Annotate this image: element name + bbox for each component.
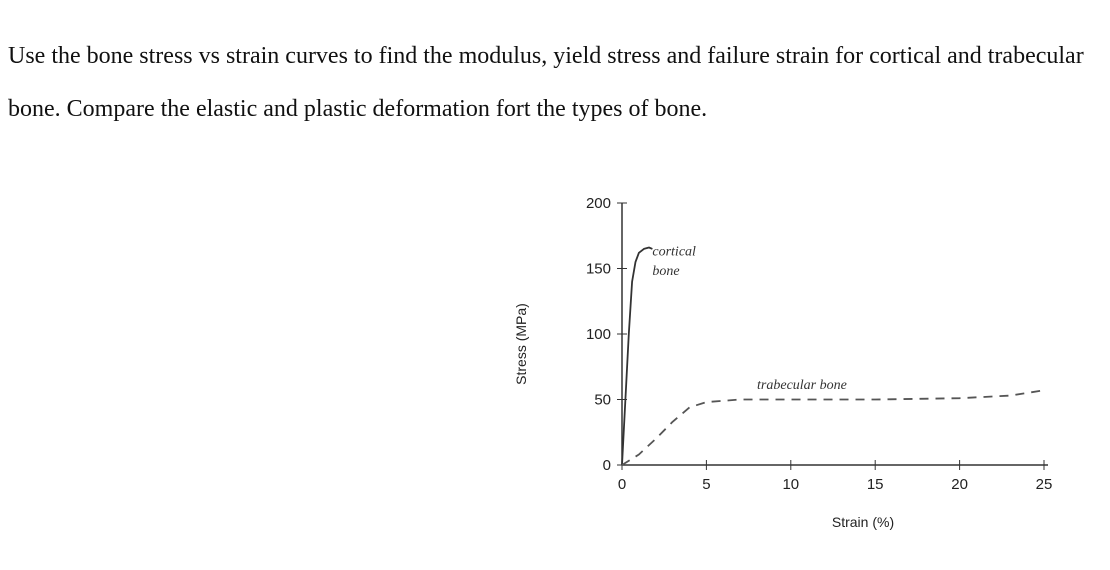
cortical-label-line-2: bone xyxy=(652,264,680,280)
y-tick-label: 50 xyxy=(594,391,611,409)
x-axis-label: Strain (%) xyxy=(831,514,895,530)
x-tick-label: 15 xyxy=(866,476,884,493)
y-tick-label: 0 xyxy=(602,457,611,474)
y-tick-label: 100 xyxy=(585,326,611,343)
y-tick-label: 150 xyxy=(585,260,611,278)
x-tick-label: 25 xyxy=(1035,476,1053,493)
series-layer xyxy=(622,248,1044,466)
chart-svg xyxy=(500,180,1100,570)
cortical-label-line-1: cortical xyxy=(652,244,696,260)
cortical-bone-label xyxy=(652,244,699,279)
y-ticks xyxy=(586,195,627,474)
x-tick-label: 10 xyxy=(782,476,800,493)
y-axis-label: Stress (MPa) xyxy=(513,303,529,385)
x-tick-label: 0 xyxy=(617,476,627,493)
y-tick-label: 200 xyxy=(585,195,611,212)
question-text: Use the bone stress vs strain curves to find the modulus, yield stress and failure strain for cortical and trabecular bone. Compare the elastic and plastic deformation fort the types of bone. xyxy=(8,43,1084,122)
x-tick-label: 5 xyxy=(702,476,711,493)
series-line-cortical-bone xyxy=(622,248,652,466)
x-tick-label: 20 xyxy=(951,476,968,493)
series-line-trabecular-bone xyxy=(622,390,1044,465)
stress-strain-chart xyxy=(500,180,1100,570)
trabecular-bone-label: trabecular bone xyxy=(757,378,847,394)
